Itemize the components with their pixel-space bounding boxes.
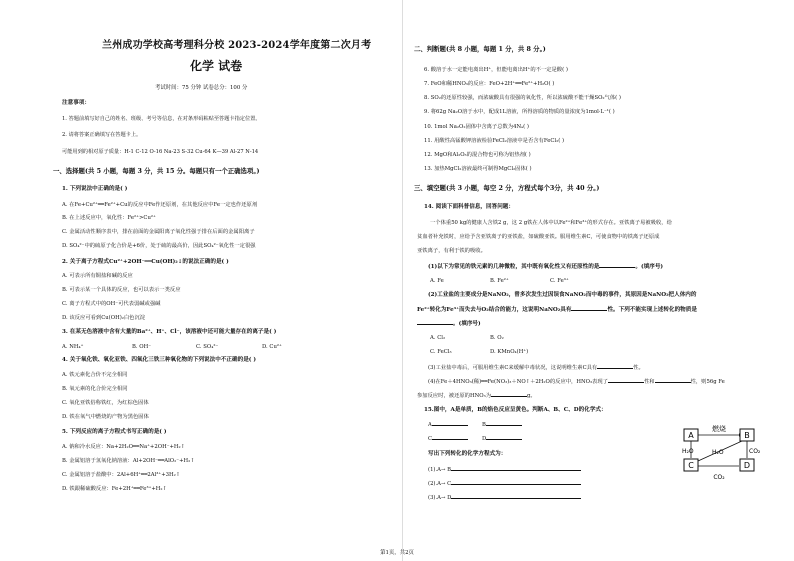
answer-blank[interactable] — [655, 378, 691, 383]
option: D. 铁在氧气中燃烧的产物为黑色固体 — [62, 414, 149, 420]
blank-label: A — [428, 422, 432, 428]
q14-sub1-tail: 。(填序号) — [635, 264, 664, 270]
option: B. Fe²⁺ — [490, 278, 509, 284]
column-divider — [402, 0, 403, 561]
judge-item: 12. MgO和Al₂O₃的混合物也可称为铝热剂( ) — [424, 152, 531, 158]
section3-heading: 三、填空题(共 3 小题，每空 2 分，方程式每个3分，共 40 分。) — [414, 184, 600, 192]
question-stem: 1. 下列说法中正确的是( ) — [62, 186, 128, 192]
section2-heading: 二、判断题(共 8 小题，每题 1 分，共 8 分。) — [414, 45, 546, 53]
option: C. 离子方程式中的OH⁻可代表弱碱或强碱 — [62, 301, 161, 307]
question-stem: 3. 在某无色溶液中含有大量的Ba²⁺、H⁺、Cl⁻，该溶液中还可能大量存在的离子是( ) — [62, 329, 277, 335]
q15-blank-b — [482, 421, 522, 428]
eq-label: (2).A→ C — [428, 481, 452, 487]
node-d: D — [743, 461, 751, 470]
option: A. 在Fe+Cu²⁺══Fe²⁺+Cu的反应中Fe作还原剂，在其他反应中Fe一定也作还原剂 — [62, 202, 258, 208]
option: A. 铁元素化合价不完全相同 — [62, 372, 128, 378]
q14-para: 一个体重50 kg的健康人含铁2 g，这 2 g铁在人体中以Fe²⁺和Fe³⁺的形式存在。亚铁离子易被吸收，给 — [430, 220, 672, 226]
q14-sub4-line2-tail: g。 — [527, 393, 536, 399]
q14-sub4-mid: 性和 — [643, 379, 655, 385]
option: B. 氧元素的化合价完全相同 — [62, 386, 128, 392]
label-h2o-mid: H₂O — [712, 449, 724, 456]
page-footer: 第1页，共2页 — [380, 550, 414, 556]
q15-eq — [428, 494, 581, 501]
atomic-masses: 可能用到的相对原子质量：H-1 C-12 O-16 Na-23 S-32 Cu-64 K—39 Al-27 N-14 — [62, 149, 259, 155]
option: D. SO₄²⁻中的硫原子化合价是+6价，处于硫的最高价，因此SO₄²⁻氧化性一定很强 — [62, 243, 256, 249]
option: D. KMnO₄(H⁺) — [490, 349, 529, 355]
node-c: C — [688, 461, 694, 470]
judge-item: 9. 将62g Na₂O溶于水中，配成1L溶液，所得溶质的物质的量浓度为1mol·L⁻¹( ) — [424, 109, 615, 115]
q14-para: 贫血者补充铁时，应给予含亚铁离子的亚铁盐，如硫酸亚铁。服用维生素C，可使食物中的铁离子还原成 — [417, 234, 660, 240]
q14-sub2-tail2: 。(填序号) — [453, 321, 481, 327]
eq-label: (3).A→ D — [428, 495, 452, 501]
q14-sub4-line2-text: 参加反应时，被还原的HNO₃为 — [417, 393, 491, 399]
q15-blank-a — [428, 421, 468, 428]
label-co2-bottom: CO₂ — [713, 474, 725, 481]
judge-item: 6. 酸溶于水一定能电离出H⁺，但能电离出H⁺的不一定是酸( ) — [424, 67, 568, 73]
q14-sub2-line2 — [417, 306, 697, 313]
answer-blank[interactable] — [417, 320, 453, 325]
option: A. 钠和冷水反应：Na+2H₂O══Na⁺+2OH⁻+H₂↑ — [62, 444, 186, 450]
answer-blank[interactable] — [491, 392, 527, 397]
answer-blank[interactable] — [432, 421, 468, 426]
subject-title: 化学 试卷 — [190, 59, 243, 73]
q14-sub1 — [428, 263, 663, 270]
answer-blank[interactable] — [608, 378, 644, 383]
option: D. 铁跟稀硫酸反应：Fe+2H⁺══Fe³⁺+H₂↑ — [62, 486, 167, 492]
answer-blank[interactable] — [486, 435, 522, 440]
q15-blank-d — [482, 435, 522, 442]
q14-sub2: (2)工业盐的主要成分是NaNO₂，曾多次发生过因误食NaNO₂而中毒的事件，其原因是NaNO₂把人体内的 — [428, 292, 697, 298]
label-co2-right: CO₂ — [749, 448, 761, 455]
judge-item: 11. 用酸性高锰酸钾溶液检验FeCl₂溶液中是否含有FeCl₂( ) — [424, 138, 565, 144]
judge-item: 13. 加热MgCl₂溶液最终可制得MgCl₂固体( ) — [424, 166, 532, 172]
option: A. NH₄⁺ — [62, 344, 84, 350]
blank-label: C — [428, 436, 433, 442]
q14-stem: 14. 阅读下面科普信息，回答问题： — [424, 204, 514, 210]
section1-heading: 一、选择题(共 5 小题，每题 3 分，共 15 分。每题只有一个正确选项。) — [53, 167, 260, 175]
q14-sub2-line3 — [417, 320, 481, 327]
q15-eq — [428, 480, 581, 487]
q14-sub3-tail: 性。 — [633, 365, 644, 371]
option: C. 金属铝溶于盐酸中：2Al+6H⁺══2Al³⁺+3H₂↑ — [62, 472, 181, 478]
node-a: A — [688, 431, 694, 440]
q14-sub2-tail: 性。下列不能实现上述转化的物质是 — [607, 307, 697, 313]
exam-info: 考试时间：75 分钟 试卷总分：100 分 — [155, 85, 248, 91]
answer-blank[interactable] — [451, 494, 581, 499]
option: C. Fe³⁺ — [550, 278, 569, 284]
question-stem: 4. 关于氧化铁、氧化亚铁、四氧化三铁三种氧化物的下列说法中不正确的是( ) — [62, 357, 257, 363]
blank-label: D — [482, 436, 487, 442]
option: D. 该反应可看到Cu(OH)₂白色沉淀 — [62, 315, 146, 321]
note-item: 2. 请将答案正确填写在答题卡上。 — [62, 132, 142, 138]
option: C. 金属活动性顺序表中，排在前面的金属阳离子氧化性强于排在后面的金属阳离子 — [62, 229, 255, 235]
q14-sub3-text: (3)工业盐中毒后，可服用维生素C来缓解中毒状况，这说明维生素C具有 — [428, 365, 598, 371]
q14-sub4-tail: 性，则56g Fe — [690, 379, 725, 385]
option: B. 金属铝溶于氢氧化钠溶液：Al+2OH⁻══AlO₂⁻+H₂↑ — [62, 458, 195, 464]
q14-sub4 — [428, 378, 725, 385]
option: B. 可表示某一个具体的反应，也可以表示一类反应 — [62, 287, 181, 293]
option: A. 可表示所有铜盐和碱的反应 — [62, 273, 133, 279]
option: D. Cu²⁺ — [262, 344, 282, 350]
q14-sub2-text: Fe²⁺转化为Fe³⁺而失去与O₂结合的能力，这说明NaNO₂具有 — [417, 307, 572, 313]
eq-label: (1).A→ B — [428, 467, 452, 473]
label-h2o-left: H₂O — [682, 448, 694, 455]
q14-para: 亚铁离子，有利于铁的吸收。 — [417, 248, 486, 254]
option: B. OH⁻ — [132, 344, 152, 350]
q15-stem: 15.图中，A是单质，B的焰色反应呈黄色。判断A、B、C、D的化学式： — [424, 407, 607, 413]
answer-blank[interactable] — [486, 421, 522, 426]
answer-blank[interactable] — [571, 306, 607, 311]
judge-item: 7. FeO和稀HNO₃的反应：FeO+2H⁺══Fe²⁺+H₂O( ) — [424, 81, 555, 87]
question-stem: 2. 关于离子方程式Cu²⁺+2OH⁻══Cu(OH)₂↓的说法正确的是( ) — [62, 259, 229, 265]
option: A. Fe — [430, 278, 444, 284]
q14-sub3 — [428, 364, 644, 371]
blank-label: B — [482, 422, 486, 428]
q14-sub1-text: (1)以下为常见的铁元素的几种微粒，其中既有氧化性又有还原性的是 — [428, 264, 600, 270]
option: C. FeCl₃ — [430, 349, 452, 355]
answer-blank[interactable] — [432, 435, 468, 440]
answer-blank[interactable] — [451, 466, 581, 471]
q14-sub4-text: (4)在Fe＋4HNO₃(稀)══Fe(NO₃)₃＋NO↑＋2H₂O的反应中，HNO₃表现了 — [428, 379, 608, 385]
judge-item: 10. 1mol Na₂O₂固体中含离子总数为4Nₐ( ) — [424, 124, 529, 130]
answer-blank[interactable] — [599, 263, 635, 268]
option: C. SO₄²⁻ — [196, 344, 219, 350]
option: A. Cl₂ — [430, 335, 446, 341]
reaction-diagram — [682, 423, 762, 485]
node-b: B — [744, 431, 750, 440]
option: B. 在上述反应中，氧化性：Fe²⁺>Cu²⁺ — [62, 215, 156, 221]
answer-blank[interactable] — [451, 480, 581, 485]
option: B. O₂ — [490, 335, 504, 341]
q15-eq — [428, 466, 581, 473]
notes-heading: 注意事项： — [62, 100, 90, 106]
q15-blank-c — [428, 435, 468, 442]
option: C. 氧化亚铁俗称铁红，为红棕色固体 — [62, 400, 149, 406]
q15-eq-heading: 写出下列转化的化学方程式为： — [428, 451, 507, 457]
exam-title: 兰州成功学校高考理科分校 2023-2024学年度第二次月考 — [102, 40, 372, 51]
q14-sub4-line2 — [417, 392, 536, 399]
question-stem: 5. 下列反应的离子方程式书写正确的是( ) — [62, 429, 167, 435]
label-burn: 燃烧 — [712, 425, 726, 433]
note-item: 1. 答题前填写好自己的姓名、班级、考号等信息，在对条形码粘贴至答题卡指定位置。 — [62, 116, 261, 122]
judge-item: 8. SO₂的还原性较强，而浓硫酸具有很强的氧化性，所以浓硫酸不能干燥SO₂气体( ) — [424, 95, 621, 101]
answer-blank[interactable] — [597, 364, 633, 369]
